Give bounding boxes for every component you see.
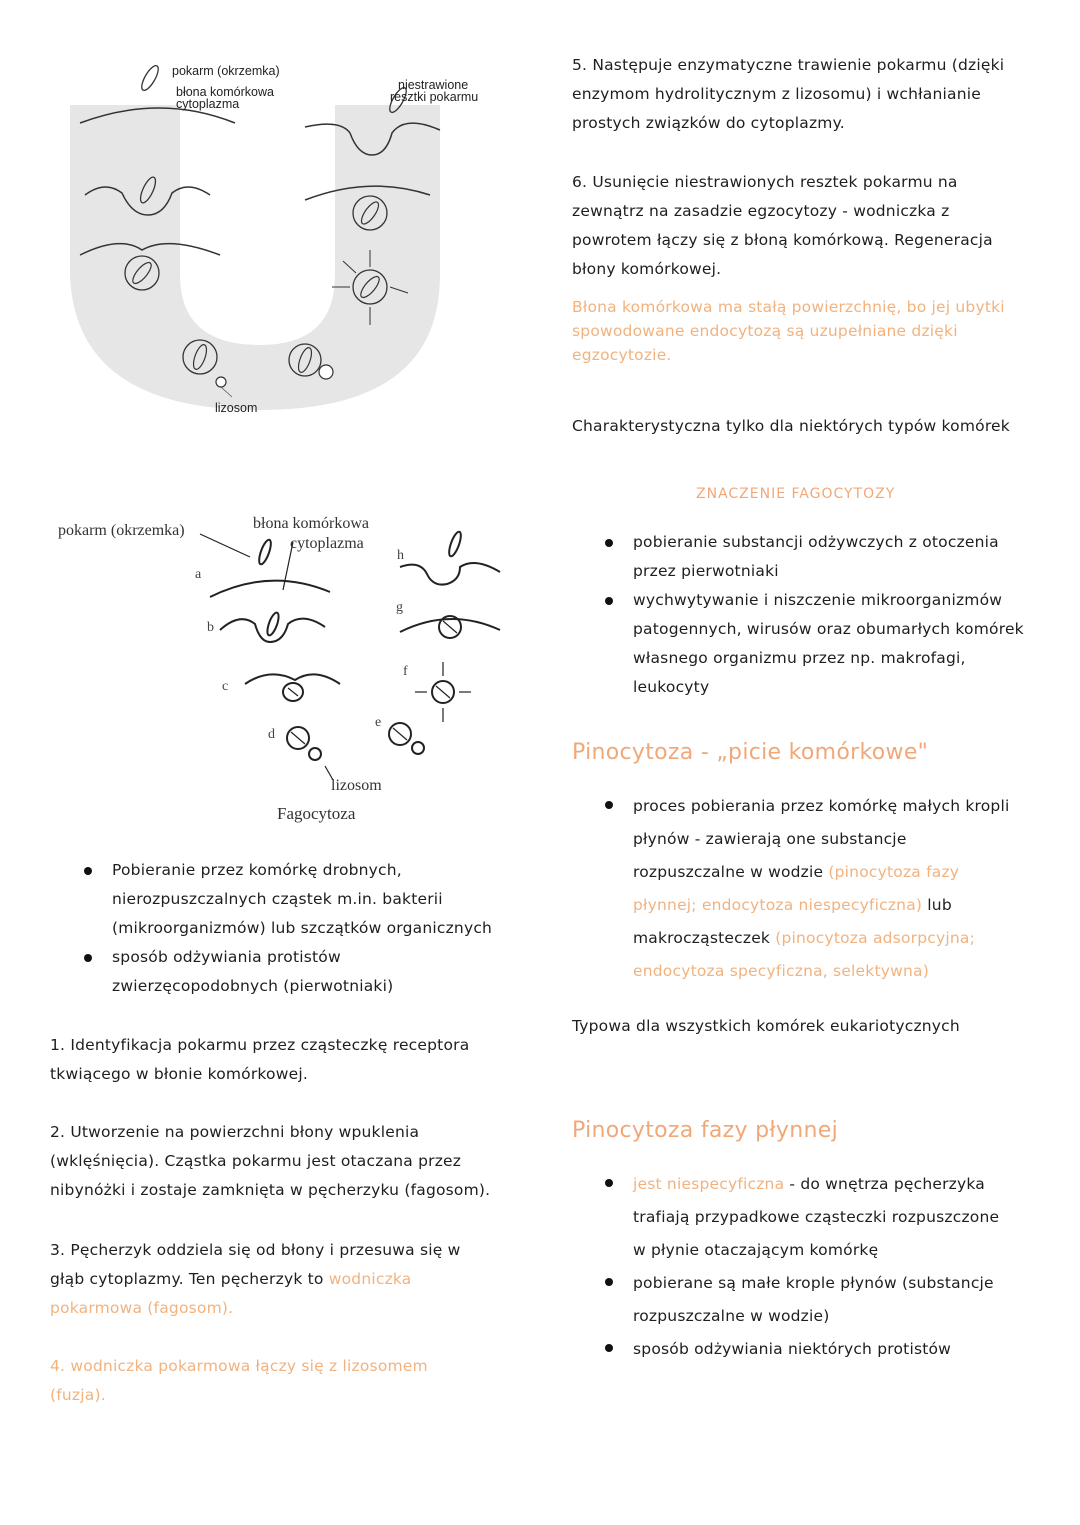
fig2-label-lysosome: lizosom [331,777,382,794]
figure-1-phagocytosis-diagram [60,45,510,425]
list-item: pobierane są małe krople płynów (substancje rozpuszczalne w wodzie) [633,1267,1053,1333]
fig2-letter-g: g [396,600,403,615]
significance-list [633,528,1053,702]
fig2-letter-d: d [268,727,275,742]
step-1: 1. Identyfikacja pokarmu przez cząsteczkę receptora tkwiącego w błonie komórkowej. [50,1036,470,1083]
list-item: Pobieranie przez komórkę drobnych, nierozpuszczalnych cząstek m.in. bakterii (mikroorganizmów) lub szczątków organicznych [112,856,532,943]
fig2-caption: Fagocytoza [277,804,356,823]
fig2-letter-f: f [403,664,408,679]
fig2-label-food: pokarm (okrzemka) [58,522,185,539]
fig1-label-residues-2: resztki pokarmu [390,90,479,104]
list-item: wychwytywanie i niszczenie mikroorganizmów patogennych, wirusów oraz obumarłych komórek własnego organizmu przez np. makrofagi, leukocyty [633,586,1053,702]
fig2-letter-c: c [222,679,229,694]
step-2: 2. Utworzenie na powierzchni błony wpuklenia (wklęśnięcia). Cząstka pokarmu jest otaczana przez nibynóżki i zostaje zamknięta w pęcherzyku (fagosom). [50,1123,491,1199]
membrane-note: Błona komórkowa ma stałą powierzchnię, bo jej ubytki spowodowane endocytozą są uzupełniane dzięki egzocytozie. [572,298,1005,364]
diatom-top-left [139,63,162,92]
list-item: jest niespecyficzna - do wnętrza pęcherzyka trafiają przypadkowe cząsteczki rozpuszczone w płynie otaczającym komórkę [633,1168,1053,1267]
pinocytosis-heading: Pinocytoza - „picie komórkowe" [572,740,929,765]
fig1-label-lysosome: lizosom [215,401,258,415]
step-4: 4. wodniczka pokarmowa łączy się z lizosomem (fuzja). [50,1357,428,1404]
fluid-phase-heading: Pinocytoza fazy płynnej [572,1118,838,1143]
step-3: 3. Pęcherzyk oddziela się od błony i przesuwa się w głąb cytoplazmy. Ten pęcherzyk to wodniczka pokarmowa (fagosom). [50,1241,461,1317]
characteristic-note: Charakterystyczna tylko dla niektórych typów komórek [572,417,1010,435]
list-item: proces pobierania przez komórkę małych kropli płynów - zawierają one substancje rozpuszczalne w wodzie (pinocytoza fazy płynnej; endocytoza niespecyficzna) lub makrocząsteczek (pinocytoza adsorpcyjna; endocytoza specyficzna, selektywna) [633,790,1053,988]
fig2-letter-e: e [375,715,382,730]
typical-note: Typowa dla wszystkich komórek eukariotycznych [572,1017,960,1035]
step-6: 6. Usunięcie niestrawionych resztek pokarmu na zewnątrz na zasadzie egzocytozy - wodniczka z powrotem łączy się z błoną komórkową. Regeneracja błony komórkowej. [572,173,993,278]
list-item: sposób odżywiania protistów zwierzęcopodobnych (pierwotniaki) [112,943,532,1001]
fig2-letter-h: h [397,548,404,563]
fig2-letter-b: b [207,620,214,635]
fig1-label-cytoplasm: cytoplazma [176,97,240,111]
fluid-phase-list [633,1168,1053,1366]
list-item: pobieranie substancji odżywczych z otoczenia przez pierwotniaki [633,528,1053,586]
fig1-label-food: pokarm (okrzemka) [172,64,280,78]
fig2-label-membrane: błona komórkowa [253,515,369,532]
step-5: 5. Następuje enzymatyczne trawienie pokarmu (dzięki enzymom hydrolitycznym z lizosomu) i wchłanianie prostych związków do cytoplazmy. [572,56,1005,132]
figure-2-svg [55,512,515,832]
significance-heading: ZNACZENIE FAGOCYTOZY [696,486,896,502]
figure-2-phagocytosis-diagram [55,512,515,832]
fig2-label-cytoplasm: cytoplazma [290,535,364,552]
fig2-letter-a: a [195,567,202,582]
fig1-label-residues-1: niestrawione [398,78,469,92]
term-food-vacuole: wodniczka [328,1270,412,1288]
phagocytosis-definition-list [112,856,532,1001]
fig1-label-membrane: błona komórkowa [176,85,274,99]
pinocytosis-list [633,790,1053,988]
list-item: sposób odżywiania niektórych protistów [633,1333,1053,1366]
